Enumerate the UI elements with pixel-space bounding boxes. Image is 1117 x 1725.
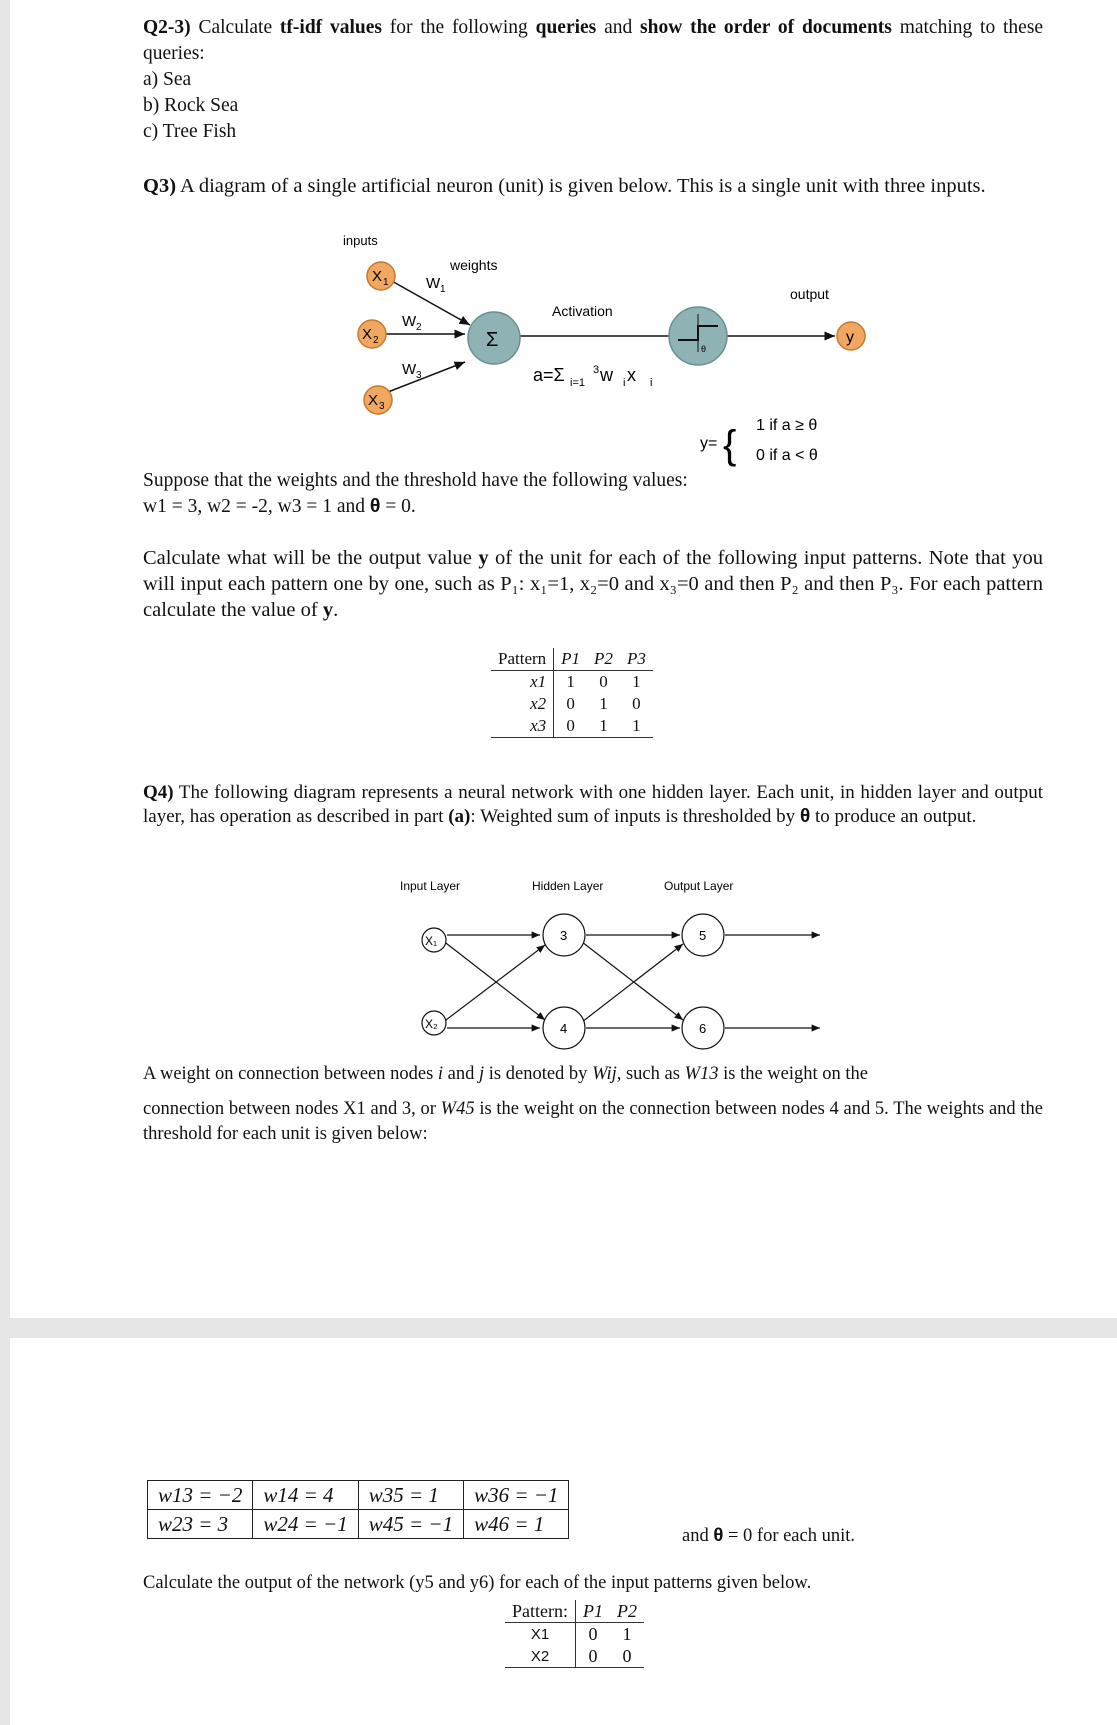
svg-text:X₁: X₁ (425, 934, 438, 948)
output-function (700, 417, 818, 467)
edge-4-5 (582, 944, 683, 1022)
svg-text:θ: θ (701, 344, 707, 354)
table-row: X1 0 1 (505, 1623, 644, 1646)
activation-label: Activation (552, 303, 613, 319)
svg-text:3: 3 (379, 401, 385, 412)
table-header-row: Pattern P1 P2 P3 (491, 648, 653, 671)
edge-x3-sum (388, 362, 465, 392)
table-row: x1 1 0 1 (491, 671, 653, 694)
svg-text:W: W (426, 275, 441, 292)
svg-text:{: { (723, 423, 737, 467)
input-node-x2 (358, 320, 386, 348)
svg-text:y=: y= (700, 435, 718, 452)
table-row: w23 = 3 w24 = −1 w45 = −1 w46 = 1 (148, 1510, 569, 1539)
svg-text:y: y (846, 329, 854, 346)
svg-text:X₂: X₂ (425, 1017, 438, 1031)
svg-text:1 if a ≥ θ: 1 if a ≥ θ (756, 417, 818, 434)
weight-label-w2 (402, 313, 422, 333)
hidden-node-4 (543, 1007, 585, 1049)
svg-text:i: i (650, 377, 653, 389)
svg-text:2: 2 (416, 322, 422, 333)
svg-text:4: 4 (560, 1021, 568, 1036)
q4-theta-note: and θ = 0 for each unit. (682, 1524, 856, 1546)
svg-text:3: 3 (593, 364, 600, 376)
svg-text:W: W (402, 313, 417, 330)
theta-symbol: θ (369, 495, 381, 517)
activation-node (669, 307, 727, 365)
sigma-icon: Σ (486, 329, 499, 351)
edge-x1-4 (442, 940, 545, 1020)
svg-text:3: 3 (560, 928, 568, 943)
svg-text:i=1: i=1 (570, 377, 585, 389)
weight-label-w3 (402, 361, 422, 381)
q3-intro: Q3) A diagram of a single artificial neuron (unit) is given below. This is a single unit with three inputs. (143, 175, 986, 197)
svg-text:1: 1 (383, 277, 389, 288)
table-header-row: Pattern: P1 P2 (505, 1600, 644, 1623)
svg-text:6: 6 (699, 1021, 707, 1036)
svg-text:5: 5 (699, 928, 707, 943)
q3-suppose: Suppose that the weights and the threshold have the following values: (143, 470, 688, 491)
q4-weight-definition-1: A weight on connection between nodes i and j is denoted by Wij, such as W13 is the weight on the (143, 1064, 869, 1084)
q2-item-c: c) Tree Fish (143, 121, 237, 142)
q4-weight-definition-2: connection between nodes X1 and 3, or W45 is the weight on the connection between nodes 4 and 5. The weights and the threshold for each unit is given below: (143, 1099, 1043, 1144)
page-2 (10, 1338, 1117, 1725)
q4-calculate: Calculate the output of the network (y5 and y6) for each of the input patterns given below. (143, 1573, 812, 1593)
svg-text:a=Σ: a=Σ (533, 365, 565, 385)
input-node-x2 (422, 1011, 446, 1035)
input-node-x1 (367, 262, 395, 290)
table-row: X2 0 0 (505, 1645, 644, 1668)
table-row: w13 = −2 w14 = 4 w35 = 1 w36 = −1 (148, 1481, 569, 1510)
weight-label-w1 (426, 275, 446, 295)
q2-item-b: b) Rock Sea (143, 95, 239, 116)
svg-text:x: x (627, 365, 636, 385)
inputs-label: inputs (343, 233, 378, 248)
q3-label: Q3) (143, 175, 177, 197)
svg-text:W: W (402, 361, 417, 378)
activation-formula (533, 364, 652, 389)
svg-text:w: w (600, 365, 613, 385)
weights-label: weights (450, 257, 498, 273)
output-label: output (790, 286, 829, 302)
input-layer-label: Input Layer (400, 879, 461, 893)
input-node-x3 (364, 386, 392, 414)
q3-values: w1 = 3, w2 = -2, w3 = 1 and θ = 0. (143, 495, 416, 517)
table-row: x3 0 1 1 (491, 715, 653, 738)
neuron-diagram (10, 0, 1117, 480)
hidden-layer-label: Hidden Layer (532, 879, 604, 893)
q4-intro: Q4) The following diagram represents a neural network with one hidden layer. Each unit, in hidden layer and output layer, has operation as described in part (a): Weighted sum of inputs is thresholded by θ to produce an output. (143, 782, 1043, 827)
q4-pattern-table (505, 1600, 644, 1668)
edge-3-6 (582, 942, 683, 1020)
svg-text:1: 1 (440, 284, 446, 295)
output-node-6 (682, 1007, 724, 1049)
q3-pattern-table (491, 648, 653, 738)
q4-label: Q4) (143, 782, 174, 803)
q2-item-a: a) Sea (143, 69, 192, 90)
svg-text:2: 2 (373, 335, 379, 346)
edge-x2-3 (442, 945, 545, 1023)
svg-text:X: X (372, 268, 383, 285)
svg-text:i: i (623, 377, 626, 389)
hidden-node-3 (543, 914, 585, 956)
svg-text:0 if a < θ: 0 if a < θ (756, 447, 818, 464)
svg-text:X: X (368, 392, 379, 409)
output-node-5 (682, 914, 724, 956)
svg-text:3: 3 (416, 370, 422, 381)
svg-text:X: X (362, 326, 373, 343)
q2-label: Q2-3) (143, 17, 191, 38)
q4-weights-table (147, 1480, 569, 1539)
network-diagram (10, 860, 1117, 1060)
page-1 (10, 0, 1117, 1318)
input-node-x1 (422, 928, 446, 952)
output-layer-label: Output Layer (664, 879, 734, 893)
table-row: x2 0 1 0 (491, 693, 653, 715)
q3-calculate: Calculate what will be the output value y of the unit for each of the following input patterns. Note that you will input each pattern one by one, such as P₁: x₁=1, x₂=0 and x₃=0 and then P₂ and then P₃. For each pattern calculate the value of y. (143, 547, 1043, 621)
q2-question: Q2-3) Calculate tf-idf values for the following queries and show the order of documents matching to these queries: (143, 17, 1044, 64)
